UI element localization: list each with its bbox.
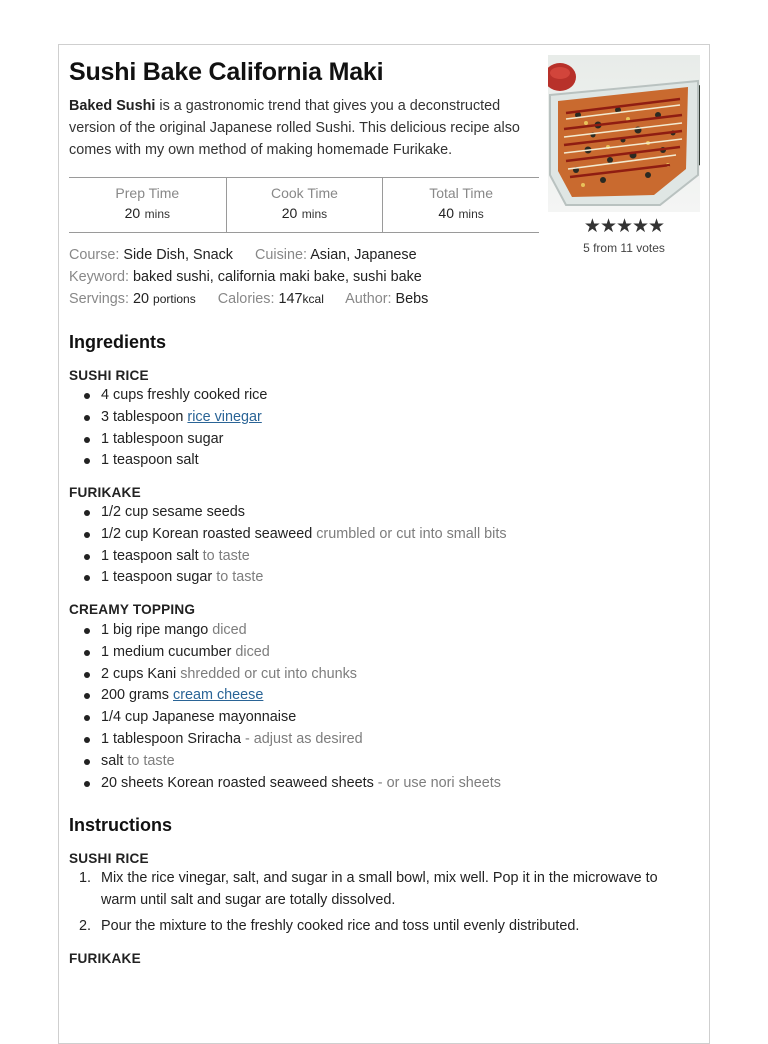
time-value: 20 (281, 205, 298, 221)
recipe-times (69, 177, 539, 233)
time-label: Cook Time (271, 185, 338, 201)
ingredient-item: 1 teaspoon salt to taste (69, 546, 507, 568)
recipe-summary (69, 95, 541, 161)
ingredient-link-cream-cheese[interactable]: cream cheese (173, 687, 264, 704)
meta-row-servings (69, 288, 428, 310)
time-value: 20 (124, 205, 141, 221)
ingredient-item: 1/2 cup sesame seeds (69, 502, 507, 524)
ingredient-group-furikake: FURIKAKE (69, 485, 141, 500)
ingredient-group-creamy-topping: CREAMY TOPPING (69, 602, 196, 617)
ingredient-item: 1 tablespoon Sriracha - adjust as desired (69, 729, 501, 751)
instruction-group-furikake: FURIKAKE (69, 951, 141, 966)
recipe-title: Sushi Bake California Maki (69, 58, 384, 86)
author-label: Author: (345, 291, 392, 307)
rating-stars-icon[interactable]: ★★★★★ (583, 216, 665, 237)
ingredients-heading: Ingredients (69, 332, 167, 352)
ingredient-item: 200 grams cream cheese (69, 685, 501, 707)
instruction-group-sushi-rice: SUSHI RICE (69, 851, 149, 866)
keyword-label: Keyword: (69, 269, 129, 285)
cuisine-value: Asian, Japanese (310, 247, 417, 263)
time-unit: mins (458, 207, 484, 221)
ingredient-item: 1 tablespoon sugar (69, 429, 267, 451)
recipe-photo (548, 55, 700, 212)
servings-label: Servings: (69, 291, 129, 307)
ingredient-item: 1/4 cup Japanese mayonnaise (69, 707, 501, 729)
time-value: 40 (438, 205, 454, 221)
ingredient-item: 3 tablespoon rice vinegar (69, 407, 267, 429)
ingredient-item: 2 cups Kani shredded or cut into chunks (69, 664, 501, 686)
ingredient-item: 1 medium cucumber diced (69, 642, 501, 664)
cuisine-label: Cuisine: (254, 247, 307, 263)
author-value: Bebs (395, 291, 429, 307)
ingredient-link-rice-vinegar[interactable]: rice vinegar (187, 408, 262, 425)
ingredient-item: 1 teaspoon salt (69, 450, 267, 472)
meta-row-keyword (69, 266, 428, 288)
calories-value: 147 (278, 291, 303, 307)
time-unit: mins (144, 207, 170, 221)
instruction-step: 1. Mix the rice vinegar, salt, and sugar in a small bowl, mix well. Pop it in the microwave to warm until salt and sugar are totally dissolved. (79, 870, 658, 908)
keyword-value: baked sushi, california maki bake, sushi bake (133, 269, 422, 285)
meta-row-course (69, 244, 428, 266)
course-value: Side Dish, Snack (123, 247, 233, 263)
servings-unit: portions (153, 292, 196, 306)
calories-label: Calories: (217, 291, 275, 307)
servings-value[interactable]: 20 (133, 291, 150, 307)
rating-votes: 5 from 11 votes (583, 241, 665, 255)
time-label: Prep Time (115, 185, 180, 201)
cook-time (226, 178, 383, 232)
calories-unit: kcal (302, 292, 324, 306)
recipe-meta (69, 244, 428, 310)
total-time (382, 178, 539, 232)
prep-time (69, 178, 226, 232)
sushi-bake-image (548, 55, 700, 212)
ingredient-item: 4 cups freshly cooked rice (69, 385, 267, 407)
ingredient-group-sushi-rice: SUSHI RICE (69, 368, 149, 383)
ingredient-item: 1 big ripe mango diced (69, 620, 501, 642)
summary-text: is a gastronomic trend that gives you a deconstructed version of the original Japanese rolled Sushi. This delicious recipe also comes with my own method of making homemade Furikake. (69, 98, 520, 158)
ingredient-item: 20 sheets Korean roasted seaweed sheets - or use nori sheets (69, 773, 501, 795)
ingredient-item: salt to taste (69, 751, 501, 773)
instruction-list-sushi-rice (69, 868, 689, 943)
instruction-step: 2. Pour the mixture to the freshly cooked rice and toss until evenly distributed. (79, 918, 580, 934)
ingredient-item: 1/2 cup Korean roasted seaweed crumbled or cut into small bits (69, 524, 507, 546)
instructions-heading: Instructions (69, 815, 173, 835)
time-label: Total Time (429, 185, 493, 201)
ingredient-list-creamy-topping (69, 620, 501, 794)
time-unit: mins (301, 207, 328, 221)
ingredient-list-furikake (69, 502, 507, 589)
ingredient-item: 1 teaspoon sugar to taste (69, 567, 507, 589)
course-label: Course: (69, 247, 120, 263)
summary-bold: Baked Sushi (69, 98, 156, 114)
ingredient-list-sushi-rice (69, 385, 267, 472)
